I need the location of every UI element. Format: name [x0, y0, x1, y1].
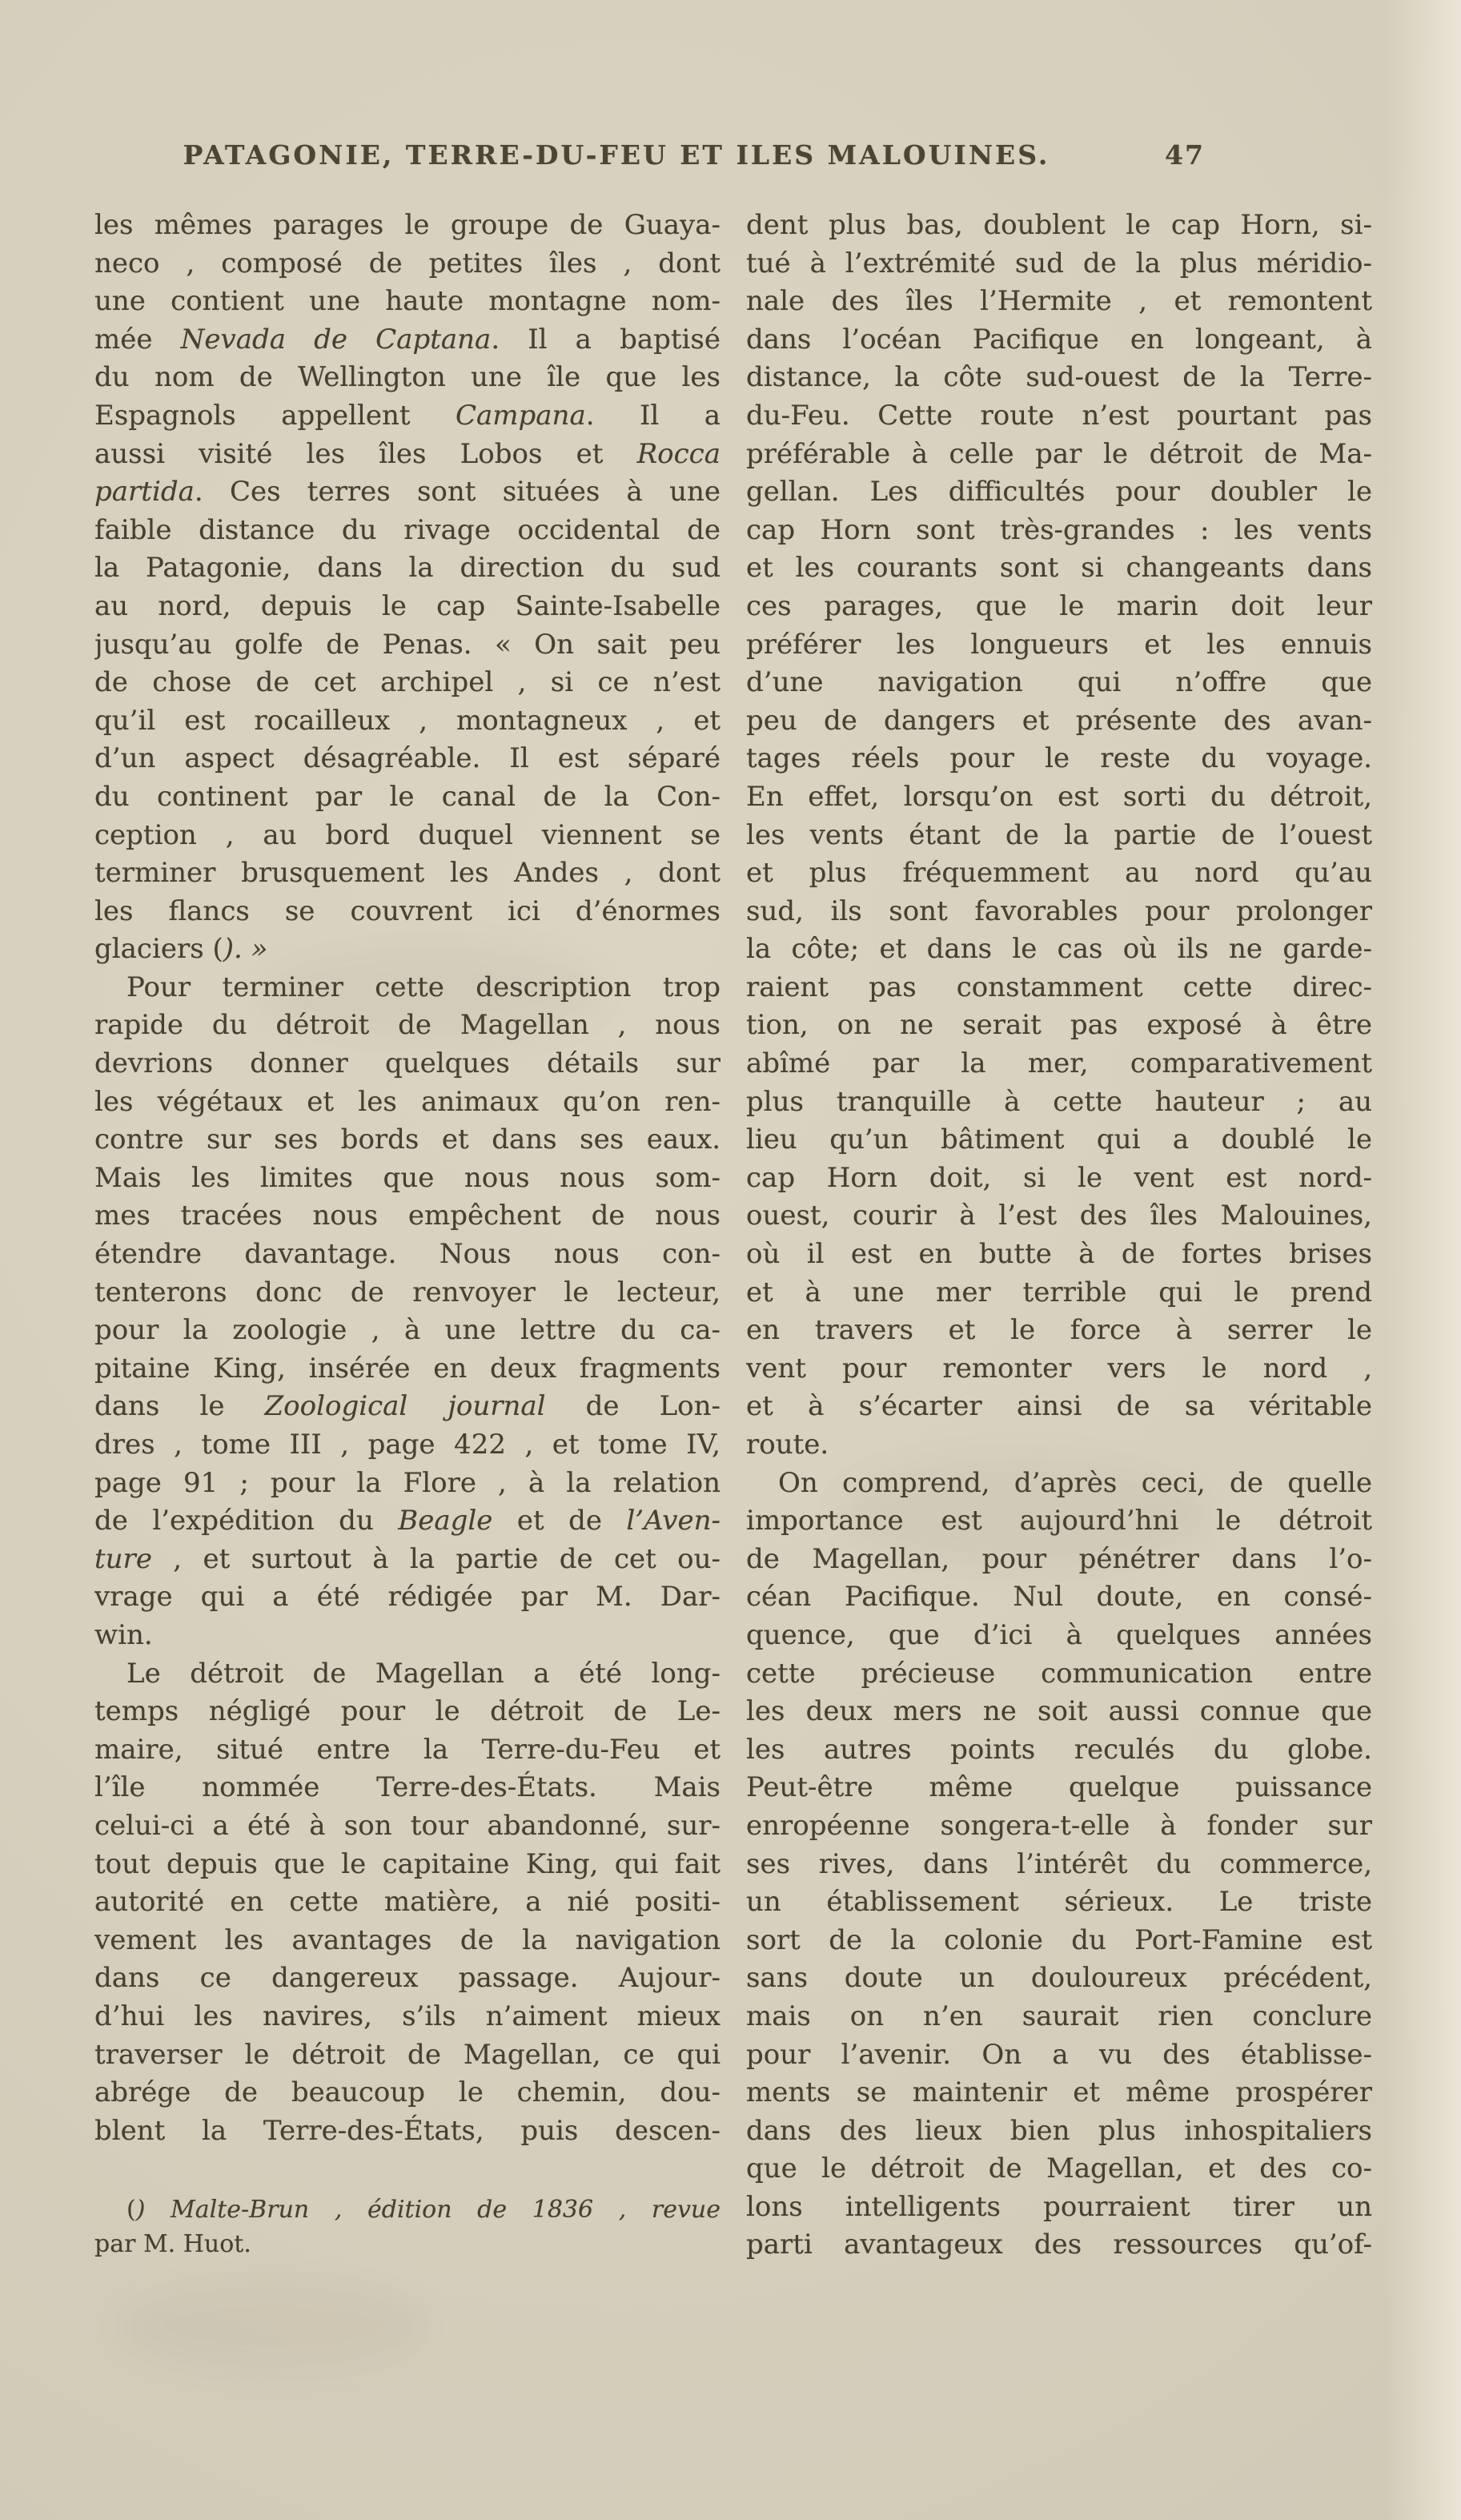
text-line: pour la zoologie , à une lettre du ca- [94, 1314, 720, 1347]
text-line: rapide du détroit de Magellan , nous [94, 1009, 720, 1042]
text-line: qu’il est rocailleux , montagneux , et [94, 704, 720, 737]
text-line: préférable à celle par le détroit de Ma- [746, 437, 1372, 470]
text-line: les deux mers ne soit aussi connue que [746, 1695, 1372, 1728]
text-line: raient pas constamment cette direc- [746, 971, 1372, 1003]
text-line: un établissement sérieux. Le triste [746, 1886, 1372, 1919]
text-line: d’une navigation qui n’offre que [746, 666, 1372, 699]
text-line: peu de dangers et présente des avan- [746, 704, 1372, 737]
text-line: les vents étant de la partie de l’ouest [746, 818, 1372, 851]
text-line: ouest, courir à l’est des îles Malouines, [746, 1200, 1372, 1232]
text-line: d’un aspect désagréable. Il est séparé [94, 742, 720, 775]
text-line: du-Feu. Cette route n’est pourtant pas [746, 399, 1372, 432]
paper-stain [120, 2282, 424, 2370]
text-line: et plus fréquemment au nord qu’au [746, 857, 1372, 890]
text-line: gellan. Les difficultés pour doubler le [746, 476, 1372, 508]
text-line: de l’expédition du Beagle et de l’Aven- [94, 1505, 720, 1537]
text-line: () Malte-Brun , édition de 1836 , revue [126, 2196, 720, 2224]
text-line: et à une mer terrible qui le prend [746, 1276, 1372, 1308]
text-line: cap Horn doit, si le vent est nord- [746, 1161, 1372, 1194]
text-line: en travers et le force à serrer le [746, 1314, 1372, 1347]
text-line: Pour terminer cette description trop [126, 971, 720, 1003]
text-line: les autres points reculés du globe. [746, 1733, 1372, 1766]
text-line: et à s’écarter ainsi de sa véritable [746, 1390, 1372, 1423]
text-line: plus tranquille à cette hauteur ; au [746, 1085, 1372, 1118]
text-line: jusqu’au golfe de Penas. « On sait peu [94, 628, 720, 661]
text-line: dans des lieux bien plus inhospitaliers [746, 2114, 1372, 2147]
text-line: dans l’océan Pacifique en longeant, à [746, 323, 1372, 356]
text-line: cap Horn sont très-grandes : les vents [746, 513, 1372, 546]
text-line: où il est en butte à de fortes brises [746, 1238, 1372, 1271]
text-line: enropéenne songera-t-elle à fonder sur [746, 1809, 1372, 1842]
text-line: partida. Ces terres sont situées à une [94, 476, 720, 508]
text-line: mes tracées nous empêchent de nous [94, 1200, 720, 1232]
text-line: sans doute un douloureux précédent, [746, 1962, 1372, 1995]
text-line: au nord, depuis le cap Sainte-Isabelle [94, 589, 720, 622]
text-line: une contient une haute montagne nom- [94, 285, 720, 318]
page-edge-shading [1385, 0, 1461, 2520]
text-line: étendre davantage. Nous nous con- [94, 1238, 720, 1271]
text-line: En effet, lorsqu’on est sorti du détroit, [746, 780, 1372, 813]
text-line: Peut-être même quelque puissance [746, 1771, 1372, 1804]
text-line: que le détroit de Magellan, et des co- [746, 2152, 1372, 2185]
text-line: blent la Terre-des-États, puis descen- [94, 2114, 720, 2147]
text-line: autorité en cette matière, a nié positi- [94, 1886, 720, 1919]
text-line: temps négligé pour le détroit de Le- [94, 1695, 720, 1728]
text-line: celui-ci a été à son tour abandonné, sur- [94, 1809, 720, 1842]
text-line: sud, ils sont favorables pour prolonger [746, 894, 1372, 927]
text-line: nale des îles l’Hermite , et remontent [746, 285, 1372, 318]
text-column-right [746, 207, 1372, 2265]
text-line: ture , et surtout à la partie de cet ou- [94, 1542, 720, 1575]
text-line: et les courants sont si changeants dans [746, 552, 1372, 585]
text-line: win. [94, 1618, 153, 1651]
text-line: Espagnols appellent Campana. Il a [94, 399, 720, 432]
text-line: tenterons donc de renvoyer le lecteur, [94, 1276, 720, 1308]
text-line: faible distance du rivage occidental de [94, 513, 720, 546]
text-line: préférer les longueurs et les ennuis [746, 628, 1372, 661]
text-line: du continent par le canal de la Con- [94, 780, 720, 813]
text-line: abrége de beaucoup le chemin, dou- [94, 2076, 720, 2109]
running-title: PATAGONIE, TERRE-DU-FEU ET ILES MALOUINES. [183, 139, 1050, 171]
text-line: du nom de Wellington une île que les [94, 361, 720, 394]
text-line: vent pour remonter vers le nord , [746, 1352, 1372, 1385]
text-line: lons intelligents pourraient tirer un [746, 2190, 1372, 2223]
footnote [94, 2192, 720, 2261]
text-line: mais on n’en saurait rien conclure [746, 2000, 1372, 2032]
text-line: Le détroit de Magellan a été long- [126, 1657, 720, 1690]
text-line: dans le Zoological journal de Lon- [94, 1390, 720, 1423]
text-line: sort de la colonie du Port-Famine est [746, 1923, 1372, 1956]
text-line: contre sur ses bords et dans ses eaux. [94, 1123, 720, 1156]
text-line: maire, situé entre la Terre-du-Feu et [94, 1733, 720, 1766]
text-line: dres , tome III , page 422 , et tome IV, [94, 1429, 720, 1461]
text-line: dent plus bas, doublent le cap Horn, si- [746, 209, 1372, 241]
text-line: ses rives, dans l’intérêt du commerce, [746, 1847, 1372, 1880]
text-line: mée Nevada de Captana. Il a baptisé [94, 323, 720, 356]
text-line: distance, la côte sud-ouest de la Terre- [746, 361, 1372, 394]
text-line: d’hui les navires, s’ils n’aiment mieux [94, 2000, 720, 2032]
text-line: les mêmes parages le groupe de Guaya- [94, 209, 720, 241]
text-line: terminer brusquement les Andes , dont [94, 857, 720, 890]
text-line: pitaine King, insérée en deux fragments [94, 1352, 720, 1385]
text-line: tages réels pour le reste du voyage. [746, 742, 1372, 775]
text-line: lieu qu’un bâtiment qui a doublé le [746, 1123, 1372, 1156]
text-line: ces parages, que le marin doit leur [746, 589, 1372, 622]
text-line: traverser le détroit de Magellan, ce qui [94, 2038, 720, 2071]
text-line: vement les avantages de la navigation [94, 1923, 720, 1956]
text-line: dans ce dangereux passage. Aujour- [94, 1962, 720, 1995]
text-line: tion, on ne serait pas exposé à être [746, 1009, 1372, 1042]
text-line: quence, que d’ici à quelques années [746, 1618, 1372, 1651]
text-line: céan Pacifique. Nul doute, en consé- [746, 1581, 1372, 1614]
text-line: de Magellan, pour pénétrer dans l’o- [746, 1542, 1372, 1575]
text-line: la Patagonie, dans la direction du sud [94, 552, 720, 585]
text-line: la côte; et dans le cas où ils ne garde- [746, 933, 1372, 966]
page-number: 47 [1165, 139, 1205, 171]
text-line: les végétaux et les animaux qu’on ren- [94, 1085, 720, 1118]
text-line: l’île nommée Terre-des-États. Mais [94, 1771, 720, 1804]
text-line: cette précieuse communication entre [746, 1657, 1372, 1690]
text-line: On comprend, d’après ceci, de quelle [778, 1466, 1372, 1499]
text-line: de chose de cet archipel , si ce n’est [94, 666, 720, 699]
text-line: glaciers (). » [94, 933, 268, 966]
text-line: route. [746, 1429, 829, 1461]
text-line: devrions donner quelques détails sur [94, 1047, 720, 1080]
text-line: ments se maintenir et même prospérer [746, 2076, 1372, 2109]
text-line: neco , composé de petites îles , dont [94, 247, 720, 279]
text-line: par M. Huot. [94, 2230, 251, 2258]
text-line: vrage qui a été rédigée par M. Dar- [94, 1581, 720, 1614]
text-line: parti avantageux des ressources qu’of- [746, 2229, 1372, 2261]
text-line: tout depuis que le capitaine King, qui fait [94, 1847, 720, 1880]
text-line: Mais les limites que nous nous som- [94, 1161, 720, 1194]
text-column-left [94, 207, 720, 2150]
text-line: ception , au bord duquel viennent se [94, 818, 720, 851]
text-line: abîmé par la mer, comparativement [746, 1047, 1372, 1080]
text-line: tué à l’extrémité sud de la plus méridio- [746, 247, 1372, 279]
text-line: pour l’avenir. On a vu des établisse- [746, 2038, 1372, 2071]
text-line: page 91 ; pour la Flore , à la relation [94, 1466, 720, 1499]
text-line: importance est aujourd’hni le détroit [746, 1505, 1372, 1537]
text-line: les flancs se couvrent ici d’énormes [94, 894, 720, 927]
text-line: aussi visité les îles Lobos et Rocca [94, 437, 720, 470]
